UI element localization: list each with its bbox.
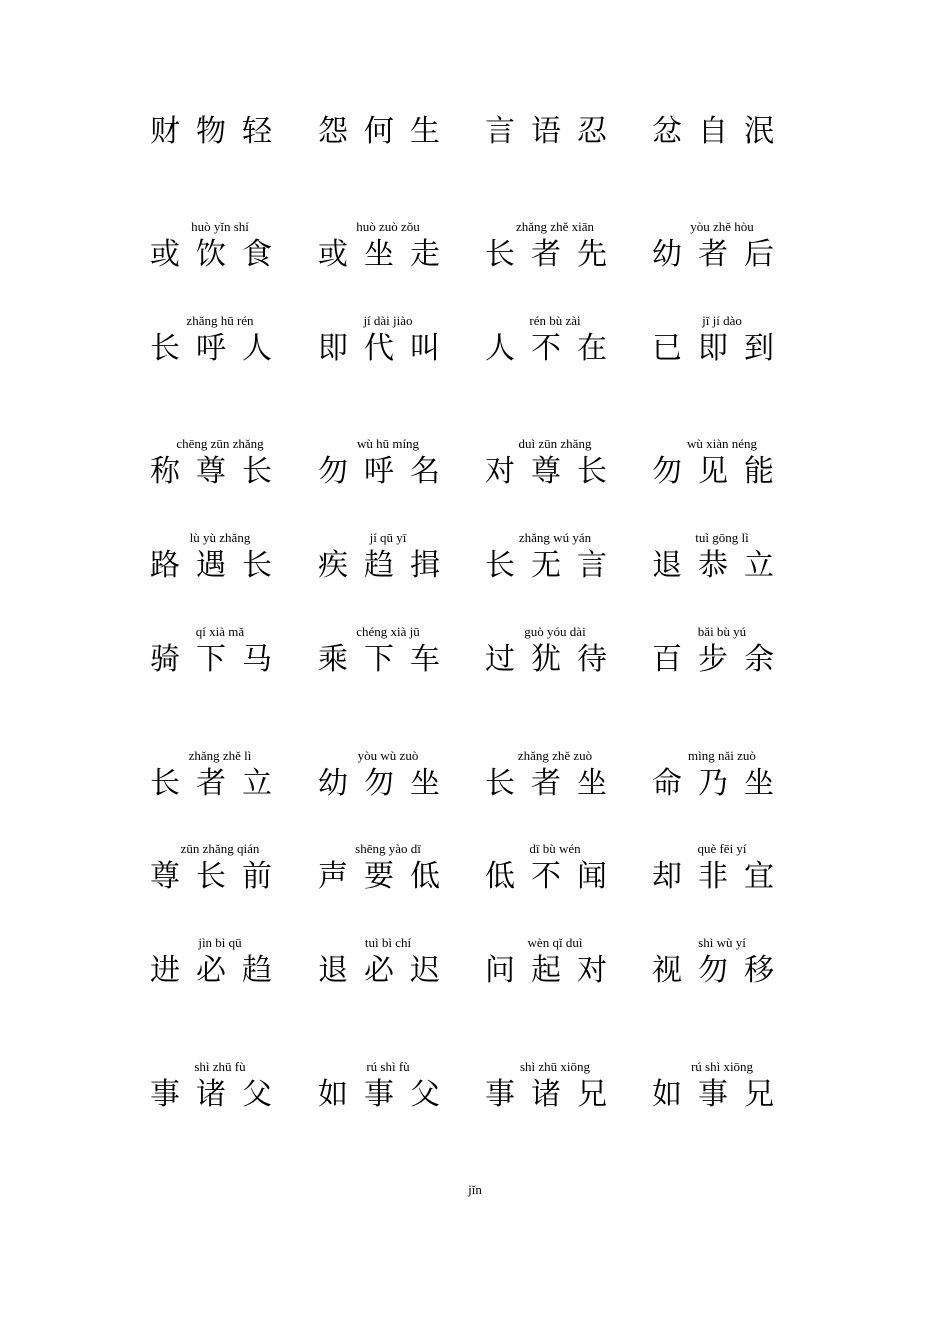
hanzi-line: 对尊长 (485, 454, 623, 489)
hanzi-line: 或饮食 (150, 237, 288, 272)
pinyin-line: zūn zhǎng qián (180, 841, 260, 856)
hanzi-line: 人不在 (485, 331, 623, 366)
verse-phrase (485, 1059, 625, 1139)
verse-phrase (318, 935, 458, 1015)
verse-phrase (318, 748, 458, 828)
pinyin-line: wù hū míng (356, 436, 420, 451)
verse-row (150, 313, 790, 393)
hanzi-line: 言语忍 (485, 114, 623, 149)
hanzi-line: 如事父 (318, 1077, 456, 1112)
verse-row (150, 1059, 790, 1139)
hanzi-line: 财物轻 (150, 114, 288, 149)
verse-phrase (485, 436, 625, 516)
pinyin-line: mìng nǎi zuò (688, 748, 756, 763)
hanzi-line: 长者坐 (485, 766, 623, 801)
hanzi-line: 幼勿坐 (318, 766, 456, 801)
hanzi-line: 怨何生 (318, 114, 456, 149)
pinyin-line: huò zuò zǒu (356, 219, 420, 234)
verse-phrase (485, 96, 625, 176)
verse-phrase (150, 748, 290, 828)
pinyin-line: chēng zūn zhǎng (176, 436, 264, 451)
verse-phrase (652, 313, 792, 393)
verse-phrase (652, 436, 792, 516)
verse-phrase (652, 1059, 792, 1139)
hanzi-line: 命乃坐 (652, 766, 790, 801)
hanzi-line: 尊长前 (150, 859, 288, 894)
verse-row (150, 935, 790, 1015)
verse-phrase (485, 748, 625, 828)
hanzi-line: 疾趋揖 (318, 548, 456, 583)
hanzi-line: 低不闻 (485, 859, 623, 894)
pinyin-line: dī bù wén (529, 841, 581, 856)
hanzi-line: 已即到 (652, 331, 790, 366)
hanzi-line: 路遇长 (150, 548, 288, 583)
hanzi-line: 退必迟 (318, 953, 456, 988)
hanzi-line: 勿呼名 (318, 454, 456, 489)
pinyin-line: què fēi yí (697, 841, 747, 856)
verse-phrase (150, 624, 290, 704)
verse-phrase (318, 96, 458, 176)
verse-phrase (485, 624, 625, 704)
pinyin-line: bǎi bù yú (697, 624, 747, 639)
hanzi-line: 幼者后 (652, 237, 790, 272)
verse-phrase (318, 436, 458, 516)
verse-row (150, 530, 790, 610)
pinyin-line: yòu zhě hòu (690, 219, 754, 234)
pinyin-line: jí qū yī (369, 530, 407, 545)
hanzi-line: 或坐走 (318, 237, 456, 272)
verse-phrase (318, 1059, 458, 1139)
pinyin-line: zhǎng wú yán (518, 530, 592, 545)
hanzi-line: 长者先 (485, 237, 623, 272)
pinyin-line: qí xià mǎ (195, 624, 245, 639)
hanzi-line: 乘下车 (318, 642, 456, 677)
pinyin-line: tuì bì chí (364, 935, 412, 950)
verse-phrase (150, 313, 290, 393)
verse-phrase (150, 530, 290, 610)
verse-phrase (150, 436, 290, 516)
hanzi-line: 如事兄 (652, 1077, 790, 1112)
verse-phrase (652, 96, 792, 176)
hanzi-line: 称尊长 (150, 454, 288, 489)
verse-row (150, 841, 790, 921)
hanzi-line: 事诸父 (150, 1077, 288, 1112)
pinyin-line: shēng yào dī (355, 841, 421, 856)
hanzi-line: 百步余 (652, 642, 790, 677)
pinyin-line: rú shì fù (366, 1059, 410, 1074)
pinyin-line: huò yǐn shí (191, 219, 249, 234)
hanzi-line: 进必趋 (150, 953, 288, 988)
verse-phrase (652, 219, 792, 299)
verse-phrase (652, 841, 792, 921)
pinyin-line: guò yóu dài (524, 624, 586, 639)
hanzi-line: 过犹待 (485, 642, 623, 677)
pinyin-line: shì zhū fù (194, 1059, 246, 1074)
hanzi-line: 事诸兄 (485, 1077, 623, 1112)
verse-phrase (485, 313, 625, 393)
verse-phrase (150, 1059, 290, 1139)
pinyin-line: wù xiàn néng (686, 436, 758, 451)
verse-phrase (150, 841, 290, 921)
pinyin-line: zhǎng zhě lì (188, 748, 252, 763)
hanzi-line: 即代叫 (318, 331, 456, 366)
hanzi-line: 问起对 (485, 953, 623, 988)
pinyin-line: zhǎng zhě zuò (517, 748, 593, 763)
verse-phrase (652, 748, 792, 828)
verse-row (150, 624, 790, 704)
verse-row (150, 436, 790, 516)
verse-row (150, 219, 790, 299)
verse-phrase (318, 530, 458, 610)
pinyin-line: shì zhū xiōng (519, 1059, 591, 1074)
verse-phrase (318, 313, 458, 393)
pinyin-line: zhǎng hū rén (186, 313, 254, 328)
verse-row (150, 96, 790, 176)
hanzi-line: 却非宜 (652, 859, 790, 894)
pinyin-line: jí dài jiào (363, 313, 413, 328)
hanzi-line: 长者立 (150, 766, 288, 801)
verse-phrase (485, 841, 625, 921)
hanzi-line: 骑下马 (150, 642, 288, 677)
pinyin-line: zhǎng zhě xiān (516, 219, 594, 234)
hanzi-line: 忿自泯 (652, 114, 790, 149)
pinyin-line: rén bù zài (529, 313, 581, 328)
verse-phrase (652, 935, 792, 1015)
pinyin-line: duì zūn zhǎng (518, 436, 592, 451)
pinyin-line: lù yù zhǎng (189, 530, 251, 545)
pinyin-line: chéng xià jū (356, 624, 420, 639)
hanzi-line: 勿见能 (652, 454, 790, 489)
hanzi-line: 退恭立 (652, 548, 790, 583)
verse-phrase (485, 219, 625, 299)
verse-phrase (318, 624, 458, 704)
verse-phrase (150, 96, 290, 176)
pinyin-line: jìn bì qū (198, 935, 242, 950)
verse-row (150, 748, 790, 828)
verse-phrase (150, 935, 290, 1015)
hanzi-line: 声要低 (318, 859, 456, 894)
verse-phrase (318, 841, 458, 921)
pinyin-line: rú shì xiōng (690, 1059, 754, 1074)
verse-phrase (652, 624, 792, 704)
pinyin-line: jǐ jí dào (702, 313, 742, 328)
pinyin-line: wèn qǐ duì (527, 935, 583, 950)
hanzi-line: 长无言 (485, 548, 623, 583)
hanzi-line: 长呼人 (150, 331, 288, 366)
verse-phrase (318, 219, 458, 299)
trailing-pinyin: jǐn (468, 1182, 482, 1197)
verse-phrase (652, 530, 792, 610)
hanzi-line: 视勿移 (652, 953, 790, 988)
pinyin-line: tuì gōng lì (695, 530, 749, 545)
verse-phrase (485, 935, 625, 1015)
verse-phrase (485, 530, 625, 610)
pinyin-line: yòu wù zuò (357, 748, 419, 763)
verse-phrase (150, 219, 290, 299)
pinyin-line: shì wù yí (698, 935, 746, 950)
